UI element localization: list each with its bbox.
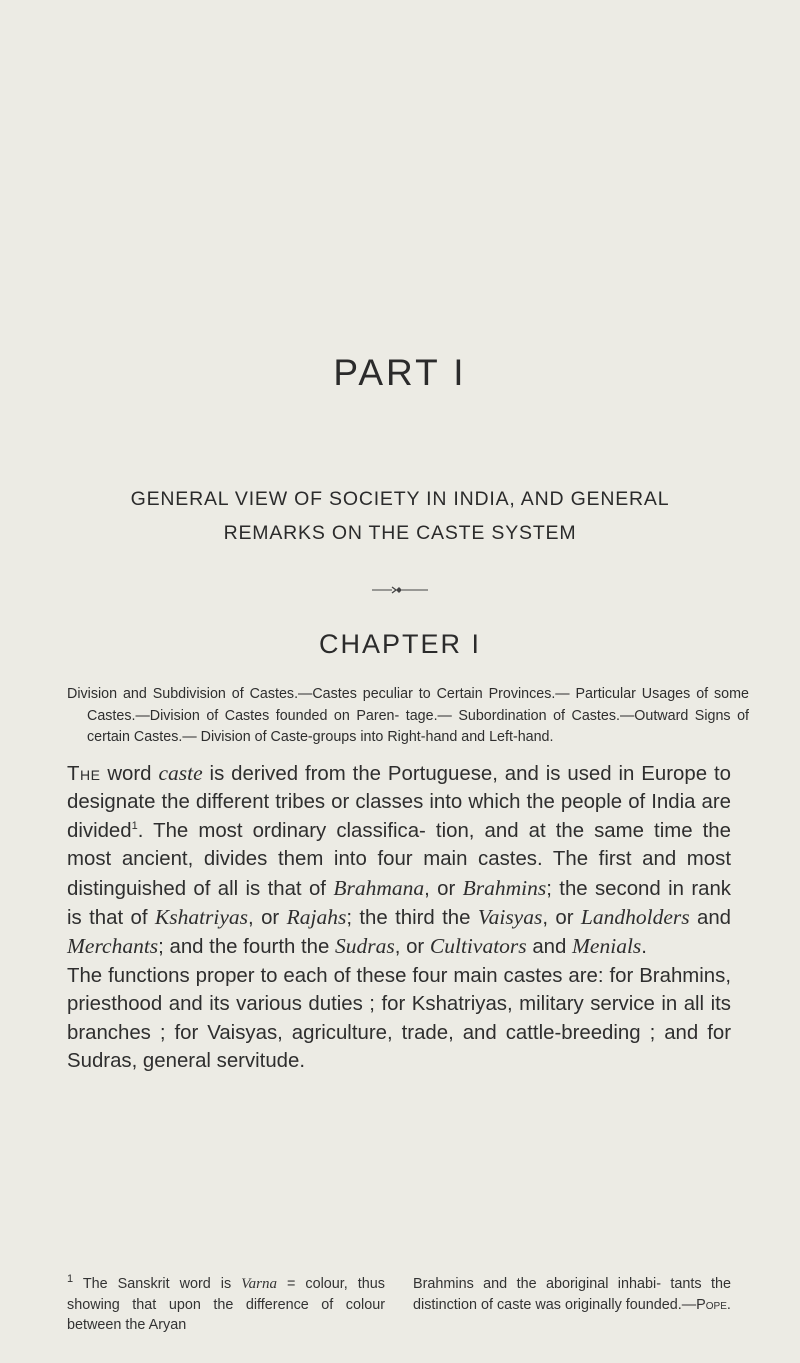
text-span: , or [394, 936, 430, 959]
italic-term-brahmins: Brahmins [462, 875, 547, 900]
footnote-column-right [413, 1274, 731, 1336]
italic-term-landholders: Landholders [580, 905, 690, 930]
italic-term-brahmana: Brahmana [333, 875, 425, 900]
chapter-body [67, 759, 731, 1075]
text-span: . The most ordinary classifica- tion, and at the same time the most ancient, divides them into four main castes. The first and most distinguished of all is that of [67, 819, 731, 900]
footnote-author: Pope [696, 1296, 727, 1313]
text-span: The Sanskrit word is [73, 1276, 242, 1292]
chapter-title: CHAPTER I [318, 629, 482, 659]
text-span: word [100, 763, 159, 785]
section-divider-ornament-icon [370, 584, 430, 596]
text-span: and [689, 907, 731, 930]
part-subtitle [60, 482, 740, 550]
opening-word: The [67, 763, 101, 785]
italic-term-sudras: Sudras [335, 934, 395, 959]
footnotes [67, 1274, 731, 1336]
part-title: PART I [333, 352, 467, 393]
chapter-synopsis: Division and Subdivision of Castes.—Castes peculiar to Certain Provinces.— Particular Usages of some Castes.—Division of Castes founded on Paren- tage.— Subordination of Castes.—Outward Signs of certain Castes.— Division of Caste-groups into Right-hand and Left-hand. [67, 686, 749, 745]
text-span: and [526, 936, 573, 959]
text-span: . [726, 1296, 731, 1313]
text-span: ; the second in rank is that of [67, 877, 731, 930]
italic-term-menials: Menials [572, 934, 642, 959]
footnote-reference[interactable]: 1 [131, 820, 138, 833]
italic-term-merchants: Merchants [67, 934, 159, 959]
part-subtitle-line-1: GENERAL VIEW OF SOCIETY IN INDIA, AND GENERAL [130, 488, 670, 510]
italic-term-caste: caste [158, 761, 203, 785]
italic-term-kshatriyas: Kshatriyas [154, 905, 249, 930]
text-span: . [641, 936, 647, 959]
text-span: is derived from the Portuguese, and is used in Europe to designate the different tribes or classes into which the people of India are divided [67, 763, 731, 842]
italic-term-vaisyas: Vaisyas [477, 905, 543, 930]
footnote-column-left [67, 1274, 385, 1336]
text-span: Brahmins and the aboriginal inhabi- tants the distinction of caste was originally founded.— [413, 1276, 731, 1313]
footnote-marker: 1 [67, 1273, 74, 1286]
italic-term-cultivators: Cultivators [429, 934, 527, 959]
text-span: , or [542, 907, 581, 930]
paragraph-2: The functions proper to each of these four main castes are: for Brahmins, priesthood and its various duties ; for Kshatriyas, military service in all its branches ; for Vaisyas, agriculture, trade, and cattle-breeding ; and for Sudras, general servitude. [67, 964, 731, 1073]
text-span: , or [424, 877, 463, 900]
paragraph-1 [67, 759, 731, 962]
italic-term-rajahs: Rajahs [286, 905, 347, 930]
text-span: , or [248, 907, 287, 930]
text-span: ; and the fourth the [158, 936, 336, 959]
text-span: = colour, thus showing that upon the difference of colour between the Aryan [67, 1276, 385, 1333]
part-subtitle-line-2: REMARKS ON THE CASTE SYSTEM [223, 522, 577, 544]
italic-term-varna: Varna [241, 1276, 278, 1292]
text-span: ; the third the [346, 907, 478, 930]
